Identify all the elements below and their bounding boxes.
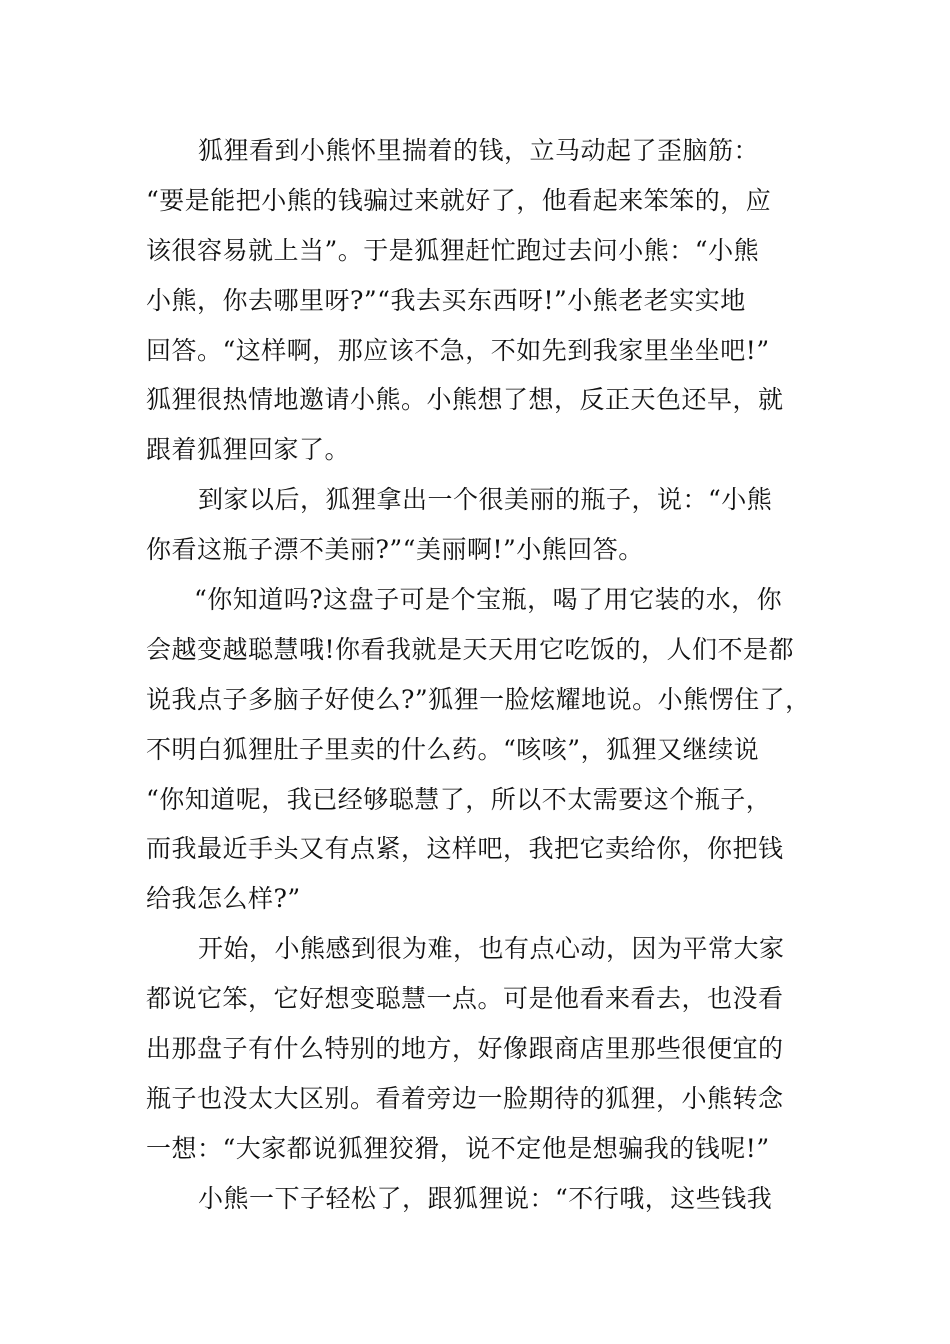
text-line: 狐狸看到小熊怀里揣着的钱，立马动起了歪脑筋： xyxy=(198,136,760,165)
text-line: 都说它笨，它好想变聪慧一点。可是他看来看去，也没看 xyxy=(146,984,784,1014)
text-line: 而我最近手头又有点紧，这样吧，我把它卖给你，你把钱 xyxy=(146,834,784,864)
text-line: 一想：“大家都说狐狸狡猾，说不定他是想骗我的钱呢!” xyxy=(146,1133,770,1163)
story-text xyxy=(146,126,836,1224)
text-line: 你看这瓶子漂不美丽?”“美丽啊!”小熊回答。 xyxy=(146,535,644,565)
text-line: 跟着狐狸回家了。 xyxy=(146,435,351,465)
text-line: 瓶子也没太大区别。看着旁边一脸期待的狐狸，小熊转念 xyxy=(146,1083,784,1113)
text-line: 小熊，你去哪里呀?”“我去买东西呀!”小熊老老实实地 xyxy=(146,285,746,315)
text-line: 狐狸很热情地邀请小熊。小熊想了想，反正天色还早，就 xyxy=(146,385,784,415)
text-line: 到家以后，狐狸拿出一个很美丽的瓶子，说：“小熊 xyxy=(198,485,773,515)
text-line: 说我点子多脑子好使么?”狐狸一脸炫耀地说。小熊愣住了， xyxy=(146,684,811,714)
text-line: “你知道呢，我已经够聪慧了，所以不太需要这个瓶子， xyxy=(146,784,772,814)
text-line: 开始，小熊感到很为难，也有点心动，因为平常大家 xyxy=(198,934,785,964)
text-line: 该很容易就上当”。于是狐狸赶忙跑过去问小熊：“小熊 xyxy=(146,235,760,265)
text-line: 不明白狐狸肚子里卖的什么药。“咳咳”，狐狸又继续说 xyxy=(146,734,760,764)
text-line: 给我怎么样?” xyxy=(146,884,301,914)
text-line: 回答。“这样啊，那应该不急，不如先到我家里坐坐吧!” xyxy=(146,335,770,365)
text-line: 小熊一下子轻松了，跟狐狸说：“不行哦，这些钱我 xyxy=(198,1183,773,1213)
text-line: 出那盘子有什么特别的地方，好像跟商店里那些很便宜的 xyxy=(146,1034,784,1064)
text-line: “你知道吗?这盘子可是个宝瓶，喝了用它装的水，你 xyxy=(194,585,783,615)
text-line: 会越变越聪慧哦!你看我就是天天用它吃饭的，人们不是都 xyxy=(146,634,795,664)
text-line: “要是能把小熊的钱骗过来就好了，他看起来笨笨的，应 xyxy=(146,185,772,215)
